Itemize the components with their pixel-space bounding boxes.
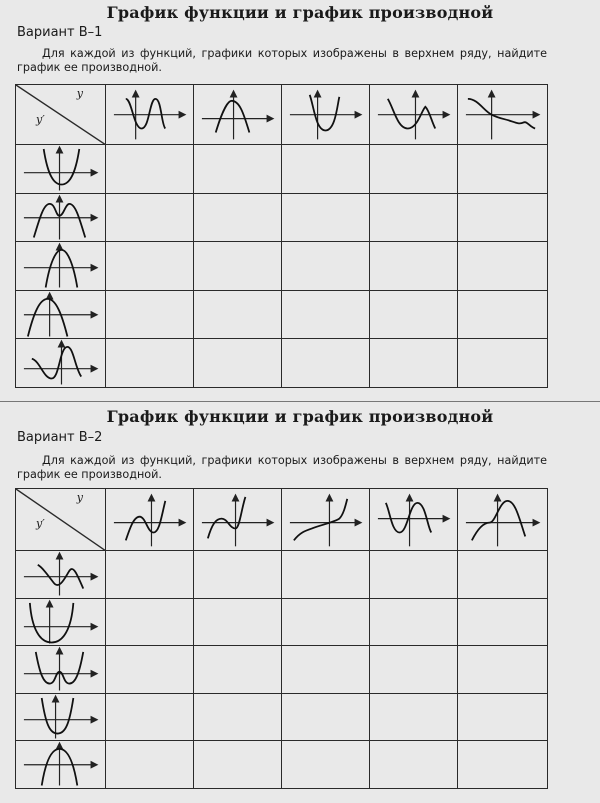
section-1-variant: Вариант В–1: [17, 25, 103, 40]
function-graph-cell: [370, 489, 458, 551]
derivative-graph-cell: [16, 290, 106, 338]
function-graph-cell: [370, 85, 458, 145]
derivative-graph-cell: [16, 646, 106, 693]
answer-cell[interactable]: [458, 339, 548, 387]
derivative-graph-cell: [16, 741, 106, 788]
parabola-up-wide-icon: [16, 599, 105, 645]
answer-cell[interactable]: [194, 598, 282, 645]
answer-cell[interactable]: [106, 339, 194, 387]
y-prime-label: y′: [36, 517, 45, 530]
answer-cell[interactable]: [458, 551, 548, 598]
answer-cell[interactable]: [458, 290, 548, 338]
answer-cell[interactable]: [194, 551, 282, 598]
answer-cell[interactable]: [370, 598, 458, 645]
answer-cell[interactable]: [458, 193, 548, 241]
answer-cell[interactable]: [370, 741, 458, 788]
section-2-variant: Вариант В–2: [17, 430, 103, 445]
answer-cell[interactable]: [282, 145, 370, 193]
cubic-s-curve-icon: [106, 489, 193, 550]
answer-cell[interactable]: [458, 693, 548, 740]
answer-cell[interactable]: [106, 693, 194, 740]
answer-cell[interactable]: [370, 193, 458, 241]
cubic-wave-icon: [16, 339, 105, 386]
section-2-title: График функции и график производной: [106, 407, 494, 426]
derivative-graph-cell: [16, 145, 106, 193]
function-graph-cell: [282, 489, 370, 551]
y-prime-label: y′: [36, 113, 45, 126]
parabola-down-icon: [194, 85, 281, 144]
answer-cell[interactable]: [370, 339, 458, 387]
function-graph-cell: [194, 489, 282, 551]
function-graph-cell: [282, 85, 370, 145]
cubic-plateau-icon: [282, 489, 369, 550]
derivative-graph-cell: [16, 598, 106, 645]
answer-cell[interactable]: [106, 193, 194, 241]
answer-cell[interactable]: [458, 741, 548, 788]
section-2-matching-table: [15, 488, 548, 789]
cubic-steep-icon: [194, 489, 281, 550]
cubic-fall-rise-fall-icon: [106, 85, 193, 144]
answer-cell[interactable]: [370, 646, 458, 693]
table-corner-cell: [16, 489, 106, 551]
answer-cell[interactable]: [194, 242, 282, 290]
cubic-w-wave-icon: [370, 489, 457, 550]
quartic-m-shape-icon: [16, 194, 105, 241]
section-2-instruction: Для каждой из функций, графики которых изображены в верхнем ряду, найдите график ее производной.: [17, 454, 547, 481]
answer-cell[interactable]: [282, 193, 370, 241]
section-1-instruction: Для каждой из функций, графики которых изображены в верхнем ряду, найдите график ее производной.: [17, 47, 547, 74]
function-graph-cell: [106, 85, 194, 145]
answer-cell[interactable]: [458, 145, 548, 193]
answer-cell[interactable]: [282, 598, 370, 645]
parabola-down-icon: [16, 551, 105, 597]
section-1-matching-table: [15, 84, 548, 388]
answer-cell[interactable]: [194, 741, 282, 788]
answer-cell[interactable]: [282, 551, 370, 598]
answer-cell[interactable]: [106, 290, 194, 338]
answer-cell[interactable]: [282, 646, 370, 693]
table-corner-cell: [16, 85, 106, 145]
function-graph-cell: [458, 85, 548, 145]
parabola-down-left-icon: [16, 291, 105, 338]
answer-cell[interactable]: [458, 242, 548, 290]
answer-cell[interactable]: [194, 339, 282, 387]
answer-cell[interactable]: [282, 693, 370, 740]
y-label: y: [76, 87, 83, 100]
answer-cell[interactable]: [370, 693, 458, 740]
cubic-hump-icon: [458, 489, 547, 550]
answer-cell[interactable]: [282, 290, 370, 338]
answer-cell[interactable]: [194, 646, 282, 693]
answer-cell[interactable]: [106, 741, 194, 788]
function-graph-cell: [458, 489, 548, 551]
cubic-rise-fall-icon: [370, 85, 457, 144]
parabola-down-icon: [16, 242, 105, 289]
answer-cell[interactable]: [458, 646, 548, 693]
answer-cell[interactable]: [370, 551, 458, 598]
derivative-graph-cell: [16, 693, 106, 740]
derivative-graph-cell: [16, 242, 106, 290]
parabola-up-narrow-icon: [16, 694, 105, 740]
answer-cell[interactable]: [106, 598, 194, 645]
answer-cell[interactable]: [282, 741, 370, 788]
function-graph-cell: [106, 489, 194, 551]
parabola-up-icon: [16, 145, 105, 192]
answer-cell[interactable]: [106, 551, 194, 598]
answer-cell[interactable]: [194, 290, 282, 338]
derivative-graph-cell: [16, 551, 106, 598]
answer-cell[interactable]: [282, 242, 370, 290]
function-graph-cell: [194, 85, 282, 145]
derivative-graph-cell: [16, 339, 106, 387]
answer-cell[interactable]: [106, 646, 194, 693]
answer-cell[interactable]: [370, 145, 458, 193]
cubic-valley-icon: [282, 85, 369, 144]
answer-cell[interactable]: [194, 193, 282, 241]
derivative-graph-cell: [16, 193, 106, 241]
section-1-title: График функции и график производной: [106, 3, 494, 22]
answer-cell[interactable]: [106, 242, 194, 290]
y-label: y: [76, 491, 83, 504]
parabola-down-narrow-icon: [16, 741, 105, 787]
answer-cell[interactable]: [370, 242, 458, 290]
answer-cell[interactable]: [194, 145, 282, 193]
answer-cell[interactable]: [282, 339, 370, 387]
answer-cell[interactable]: [194, 693, 282, 740]
quartic-w-shape-icon: [16, 646, 105, 692]
decreasing-wavy-icon: [458, 85, 547, 144]
answer-cell[interactable]: [370, 290, 458, 338]
answer-cell[interactable]: [106, 145, 194, 193]
answer-cell[interactable]: [458, 598, 548, 645]
section-divider: [0, 401, 600, 402]
